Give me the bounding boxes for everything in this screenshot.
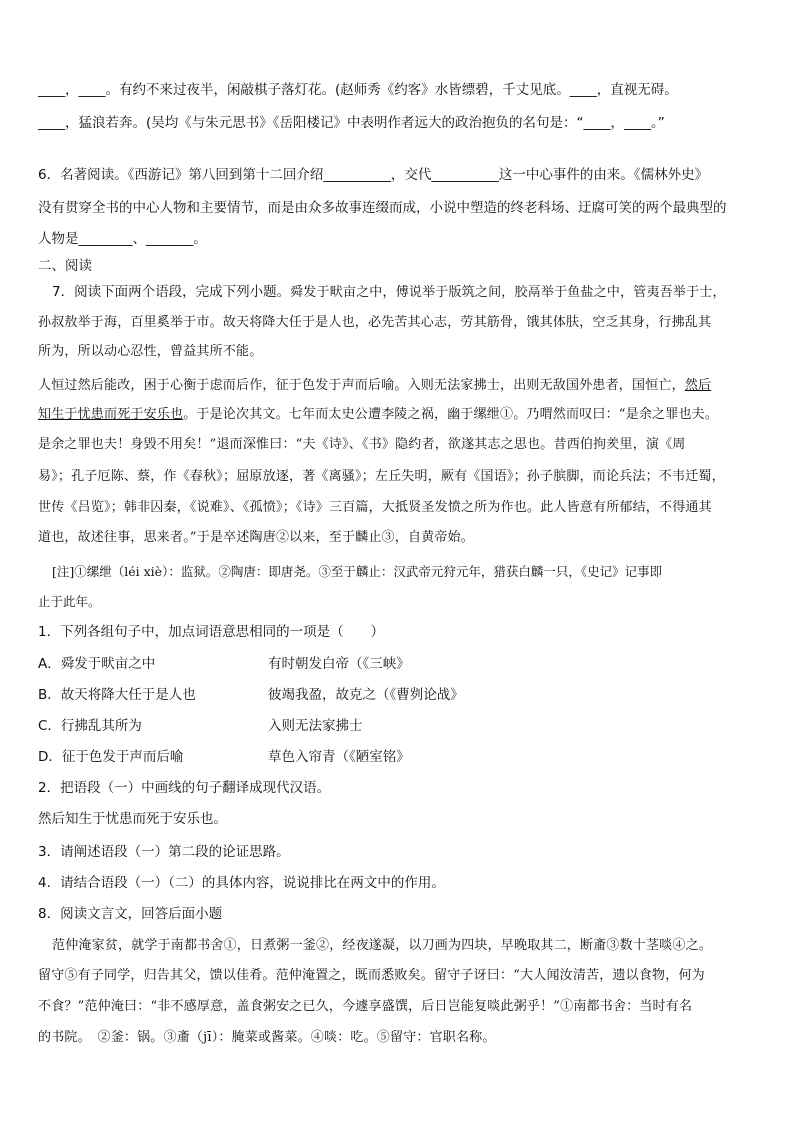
- passage-2-line-1: [38, 405, 760, 425]
- option-b-left: B．故天将降大任于是人也: [38, 687, 196, 703]
- sub-question-2: 2．把语段（一）中画线的句子翻译成现代汉语。: [38, 780, 331, 796]
- option-d-left: D．征于色发于声而后喻: [38, 749, 184, 765]
- question-6-line-2: 没有贯穿全书的中心人物和主要情节，而是由众多故事连缀而成，小说中塑造的终老科场、迂腐可笑的两个最典型的: [38, 200, 727, 216]
- question-6-line-1: 6．名著阅读。《西游记》第八回到第十二回介绍__________，交代__________这一中心事件的由来。《儒林外史》: [38, 167, 709, 183]
- passage-2-line-3: 易》；孔子厄陈、蔡，作《春秋》；屈原放逐，著《离骚》；左丘失明，厥有《国语》；孙子膑脚，而论兵法；不韦迁蜀，: [38, 469, 725, 484]
- passage-1-line-3: 所为，所以动心忍性，曾益其所不能。: [38, 344, 263, 359]
- option-a-right: 有时朝发白帝（《三峡》: [268, 656, 410, 672]
- annotation-line-2: 止于此年。: [38, 594, 101, 609]
- sub-question-3: 3．请阐述语段（一）第二段的论证思路。: [38, 844, 290, 860]
- poem-fill-line-2: ____，猛浪若奔。(吴均《与朱元思书》《岳阳楼记》中表明作者远大的政治抱负的名句是：“____，____。”: [38, 115, 665, 131]
- sub-question-1: 1．下列各组句子中，加点词语意思相同的一项是（ ）: [38, 624, 385, 640]
- passage-1-para-2-text: 人恒过然后能改，困于心衡于虑而后作，征于色发于声而后喻。入则无法家拂士，出则无敌国外患者，国恒亡，: [38, 378, 685, 393]
- poem-fill-line-1: ____，____。有约不来过夜半，闲敲棋子落灯花。(赵师秀《约客》水皆缥碧，千丈见底。____，直视无碍。: [38, 82, 678, 98]
- sub-question-2-sentence: 然后知生于忧患而死于安乐也。: [38, 811, 227, 827]
- underlined-sentence-start: 然后: [684, 378, 712, 393]
- option-a: [38, 654, 760, 674]
- option-d-right: 草色入帘青（《陋室铭》: [268, 749, 410, 765]
- passage-1-text: 舜发于畎亩之中，傅说举于版筑之间，胶鬲举于鱼盐之中，管夷吾举于士，: [290, 285, 726, 300]
- passage-3-line-4: 的书院。 ②釜：锅。③齑（jī）：腌菜或酱菜。④啖：吃。⑤留守：官职名称。: [38, 1030, 496, 1045]
- passage-1-line-2: 孙叔敖举于海，百里奚举于市。故天将降大任于是人也，必先苦其心志，劳其筋骨，饿其体肤，空乏其身，行拂乱其: [38, 315, 712, 330]
- underlined-sentence-end: 知生于忧患而死于安乐也: [38, 407, 184, 422]
- passage-1-para-2-line-1: [38, 376, 760, 396]
- option-c-left: C．行拂乱其所为: [38, 718, 142, 734]
- question-8-prompt: 8．阅读文言文，回答后面小题: [38, 906, 223, 922]
- annotation-line-1: [注]①缧绁（léi xiè）：监狱。②陶唐：即唐尧。③至于麟止：汉武帝元狩元年，猎获白麟一只，《史记》记事即: [52, 564, 663, 579]
- sub-question-4: 4．请结合语段（一）（二）的具体内容，说说排比在两文中的作用。: [38, 875, 445, 891]
- passage-2-text: 。于是论次其文。七年而太史公遭李陵之祸，幽于缧绁①。乃喟然而叹曰：“是余之罪也夫。: [183, 407, 719, 422]
- passage-2-line-4: 世传《吕览》；韩非囚秦，《说难》、《孤愤》；《诗》三百篇，大抵贤圣发愤之所为作也。此人皆意有所郁结，不得通其: [38, 500, 712, 515]
- passage-3-line-1: 范仲淹家贫，就学于南都书舍①，日煮粥一釜②，经夜遂凝，以刀画为四块，早晚取其二，断齑③数十茎啖④之。: [52, 938, 713, 953]
- option-b: [38, 685, 760, 705]
- passage-2-line-2: 是余之罪也夫！身毁不用矣！”退而深惟曰：“夫《诗》、《书》隐约者，欲遂其志之思也。昔西伯拘羑里，演《周: [38, 437, 686, 452]
- question-6-line-3: 人物是________、_______。: [38, 231, 207, 247]
- option-b-right: 彼竭我盈，故克之（《曹刿论战》: [268, 687, 464, 703]
- section-heading-reading: 二、阅读: [38, 258, 92, 274]
- option-c-right: 入则无法家拂士: [268, 718, 363, 734]
- option-d: [38, 747, 760, 767]
- passage-3-line-2: 留守⑤有子同学，归告其父，馈以佳肴。范仲淹置之，既而悉败矣。留守子讶曰：“大人闻汝清苦，遗以食物，何为: [38, 968, 705, 983]
- question-7-line-1: [52, 282, 760, 303]
- passage-3-line-3: 不食？”范仲淹曰：“非不感厚意，盖食粥安之已久，今遽享盛馔，后日岂能复啖此粥乎！”①南都书舍：当时有名: [38, 999, 693, 1014]
- passage-2-line-5: 道也，故述往事，思来者。”于是卒述陶唐②以来，至于麟止③，自黄帝始。: [38, 530, 474, 545]
- question-7-prompt: 7．阅读下面两个语段，完成下列小题。: [52, 284, 291, 300]
- option-c: [38, 716, 760, 736]
- option-a-left: A．舜发于畎亩之中: [38, 656, 156, 672]
